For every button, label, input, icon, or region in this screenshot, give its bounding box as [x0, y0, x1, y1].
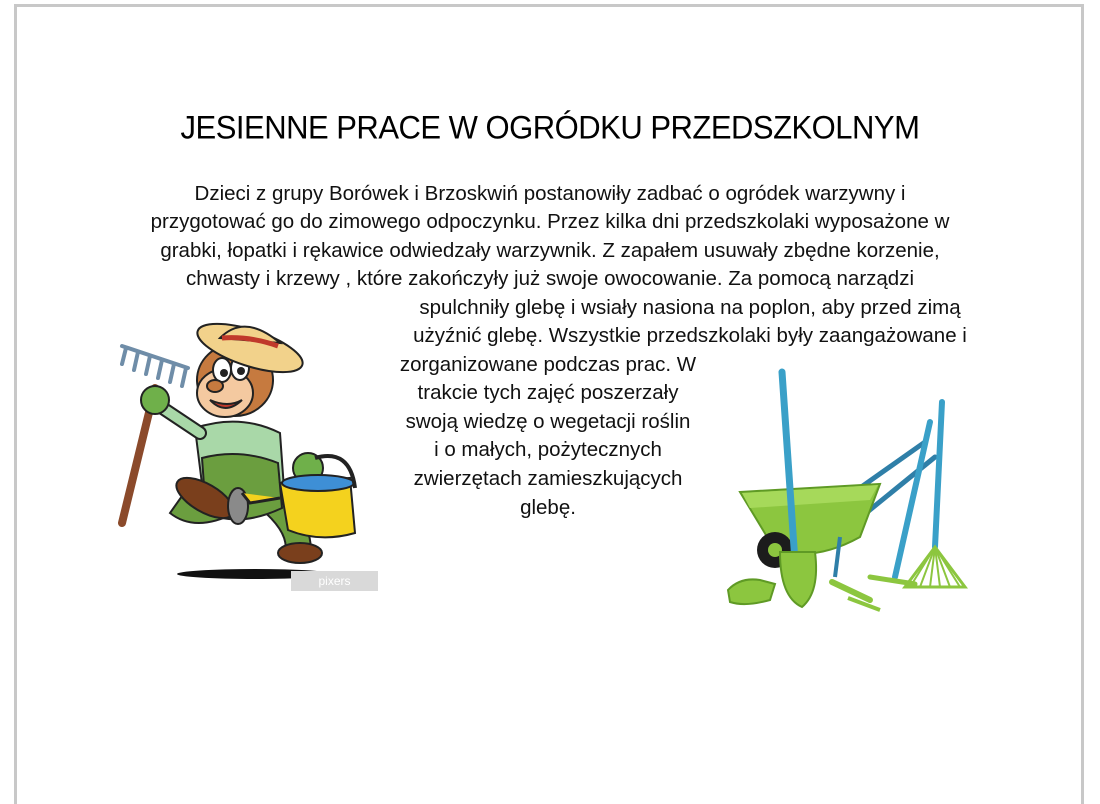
- body-line-12: glebę.: [520, 496, 576, 519]
- garden-tools-illustration: [720, 362, 980, 617]
- body-line-8: trakcie tych zajęć poszerzały: [417, 381, 679, 404]
- body-line-6: użyźnić glebę. Wszystkie przedszkolaki były zaangażowane i: [413, 324, 967, 347]
- body-line-9: swoją wiedzę o wegetacji roślin: [405, 410, 691, 433]
- gardener-illustration: [110, 318, 380, 593]
- body-line-11: zwierzętach zamieszkujących: [413, 467, 683, 490]
- watermark-badge: pixers: [291, 571, 378, 591]
- body-line-3: grabki, łopatki i rękawice odwiedzały warzywnik. Z zapałem usuwały zbędne korzenie,: [160, 239, 940, 262]
- body-line-10: i o małych, pożytecznych: [434, 438, 662, 461]
- body-line-2: przygotować go do zimowego odpoczynku. Przez kilka dni przedszkolaki wyposażone w: [150, 210, 950, 233]
- body-line-1: Dzieci z grupy Borówek i Brzoskwiń postanowiły zadbać o ogródek warzywny i: [194, 182, 906, 205]
- body-line-5: spulchniły glebę i wsiały nasiona na poplon, aby przed zimą: [419, 296, 961, 319]
- body-line-7: zorganizowane podczas prac. W: [399, 353, 697, 376]
- page-title: JESIENNE PRACE W OGRÓDKU PRZEDSZKOLNYM: [180, 109, 920, 146]
- body-line-4: chwasty i krzewy , które zakończyły już swoje owocowanie. Za pomocą narządzi: [185, 267, 915, 290]
